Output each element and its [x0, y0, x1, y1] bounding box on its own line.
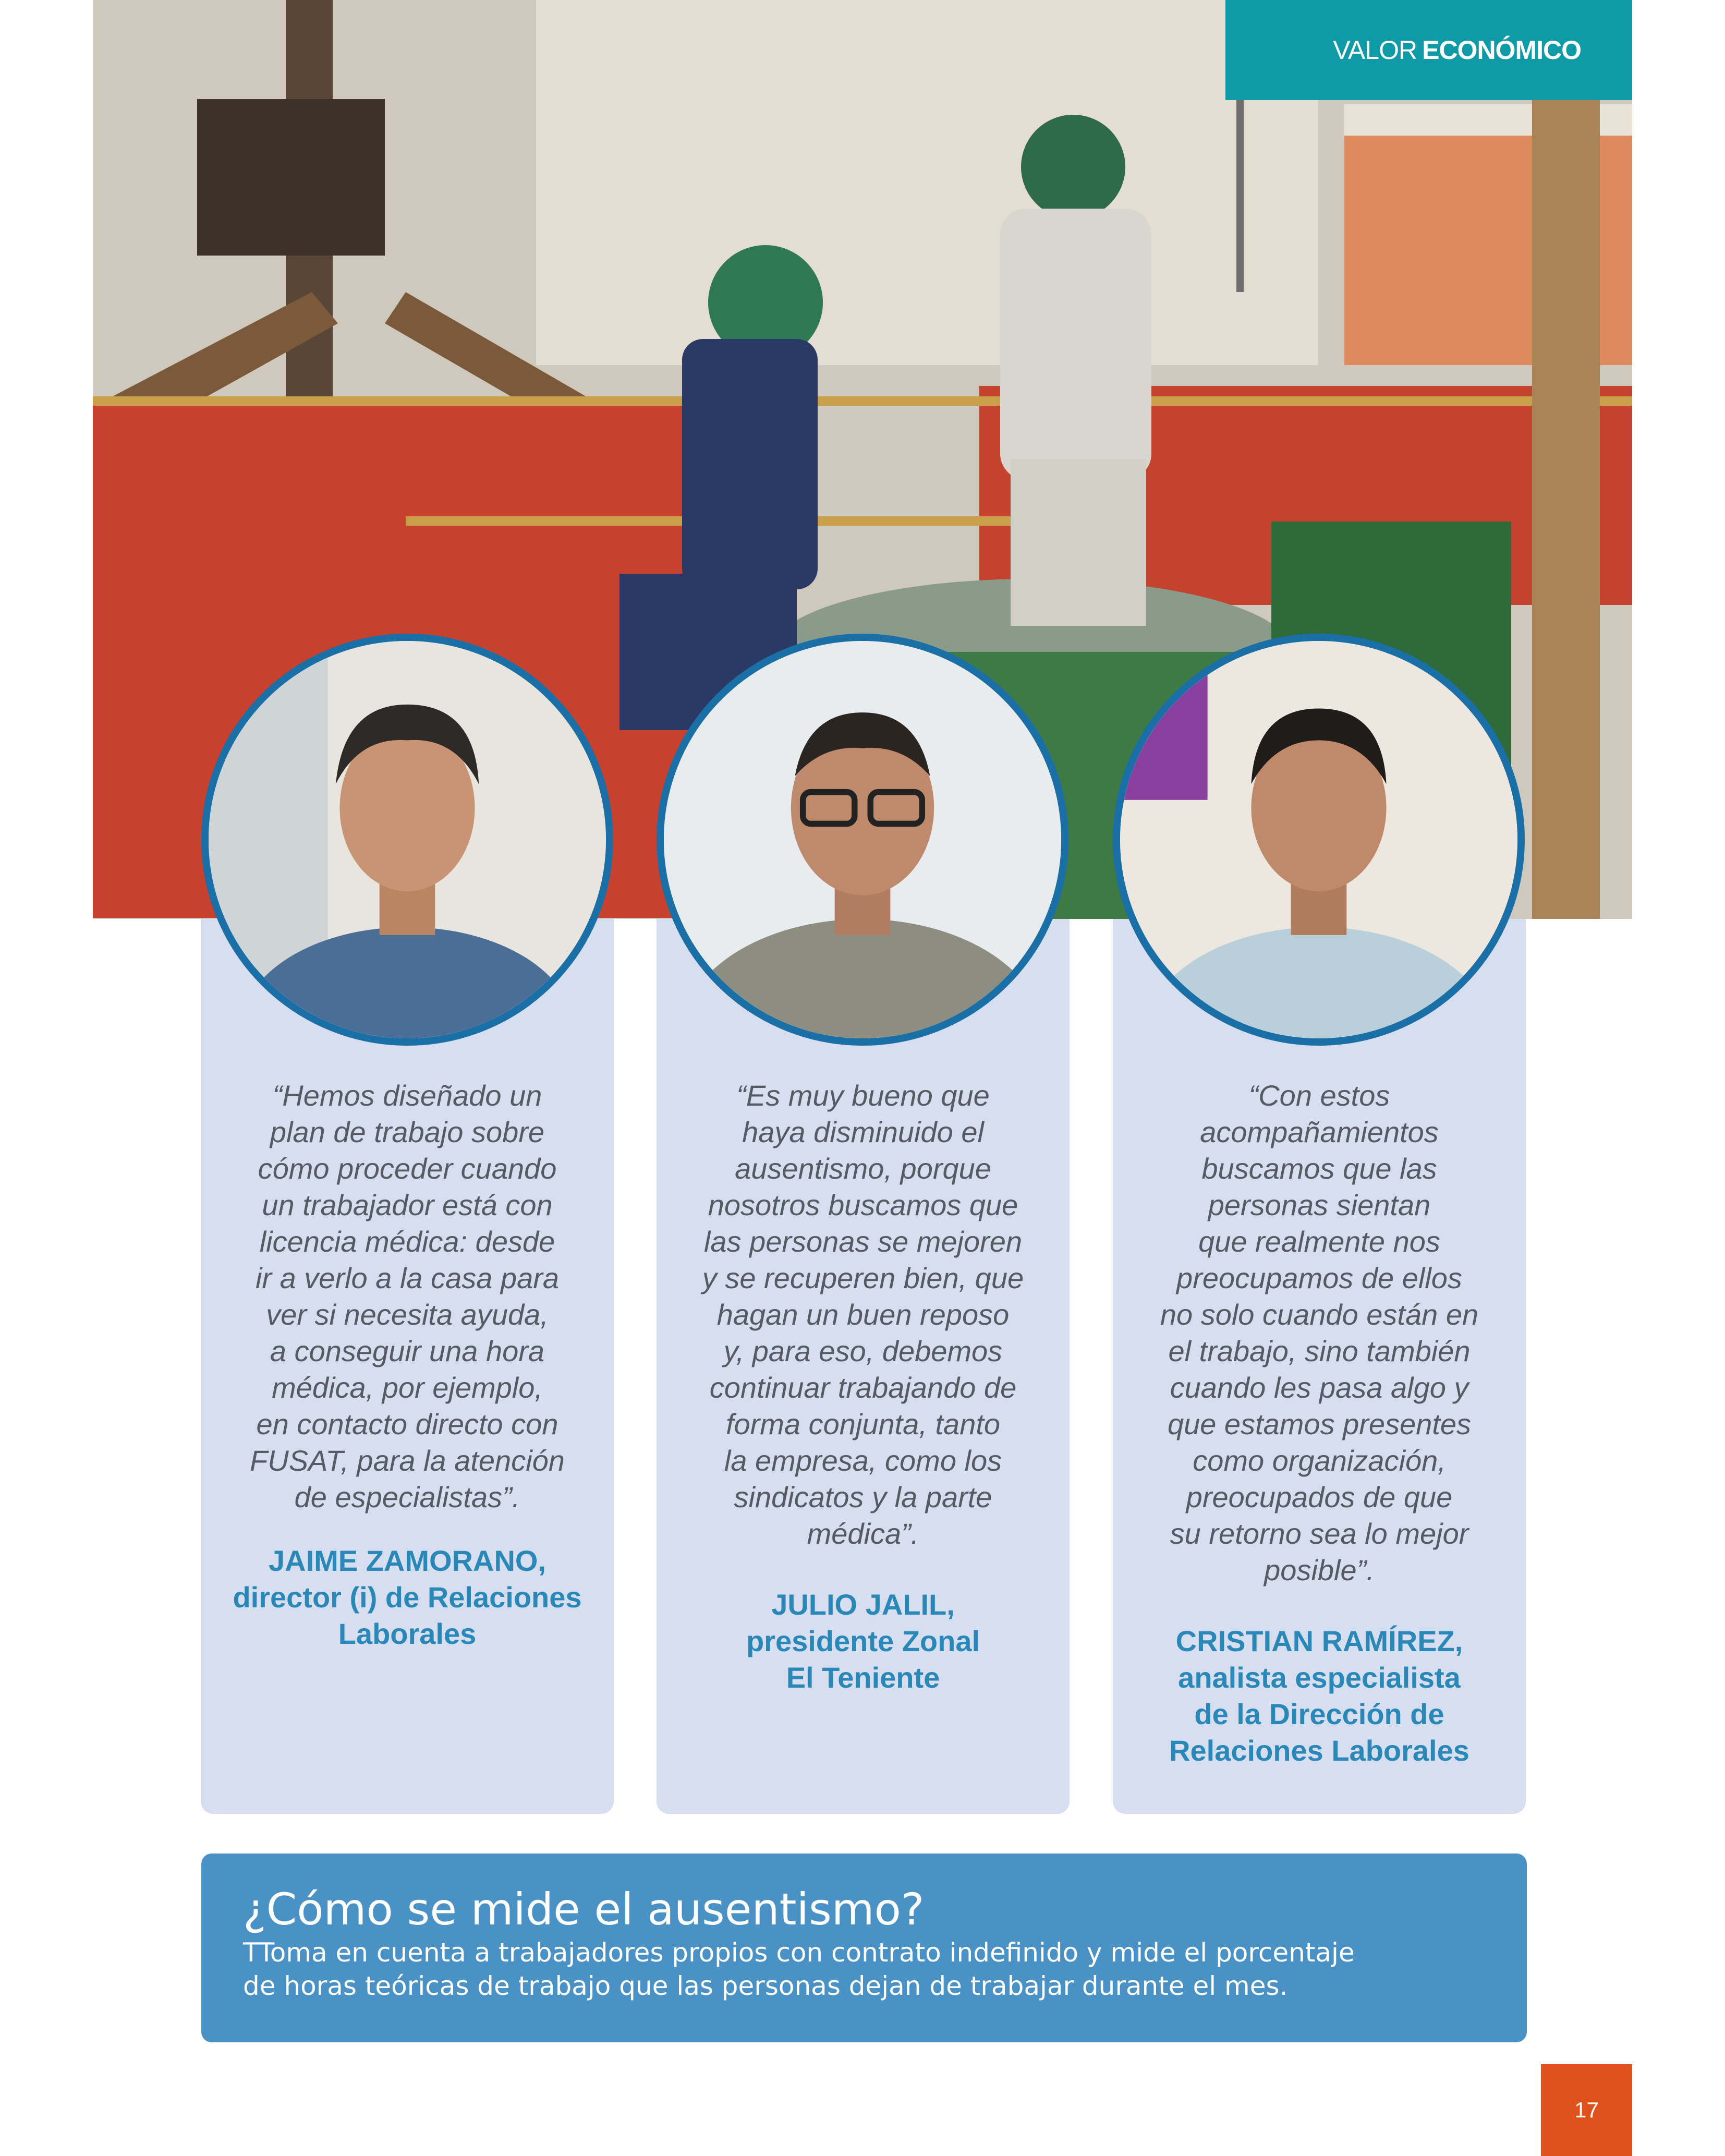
quote-line: preocupados de que: [1186, 1481, 1453, 1513]
testimonial-author: [657, 1586, 1070, 1696]
portrait-jaime-zamorano: [201, 634, 613, 1046]
quote-line: sindicatos y la parte: [734, 1481, 992, 1513]
info-box-title: ¿Cómo se mide el ausentismo?: [243, 1884, 925, 1935]
author-line: JULIO JALIL,: [771, 1588, 955, 1621]
info-box: [201, 1854, 1527, 2042]
quote-line: la empresa, como los: [724, 1444, 1002, 1477]
testimonial-quote: [201, 1077, 614, 1516]
portrait-photo-icon: [209, 641, 606, 1038]
quote-line: hagan un buen reposo: [716, 1298, 1010, 1331]
quote-line: que realmente nos: [1198, 1225, 1440, 1258]
quote-line: cuando les pasa algo y: [1170, 1371, 1469, 1404]
author-line: JAIME ZAMORANO,: [269, 1544, 546, 1577]
quote-line: “Hemos diseñado un: [272, 1079, 542, 1112]
quote-line: y, para eso, debemos: [723, 1335, 1003, 1367]
author-line: director (i) de Relaciones: [233, 1581, 582, 1614]
quote-line: forma conjunta, tanto: [725, 1408, 1001, 1440]
portrait-photo-icon: [664, 641, 1061, 1038]
quote-line: “Es muy bueno que: [736, 1079, 990, 1112]
author-line: CRISTIAN RAMÍREZ,: [1175, 1625, 1463, 1657]
author-line: Laborales: [338, 1617, 477, 1650]
author-line: presidente Zonal: [746, 1625, 980, 1657]
quote-line: médica, por ejemplo,: [272, 1371, 543, 1404]
quote-line: “Con estos: [1248, 1079, 1390, 1112]
quote-line: un trabajador está con: [262, 1189, 553, 1221]
author-line: El Teniente: [786, 1661, 940, 1694]
testimonial-card-3: [1113, 919, 1526, 1814]
quote-line: acompañamientos: [1200, 1116, 1439, 1148]
quote-line: preocupamos de ellos: [1176, 1262, 1462, 1294]
info-box-text-line: TToma en cuenta a trabajadores propios con contrato indefinido y mide el porcentaje: [243, 1937, 1355, 1968]
quote-line: las personas se mejoren: [703, 1225, 1023, 1258]
portrait-julio-jalil: [657, 634, 1068, 1046]
section-tag-bold: ECONÓMICO: [1422, 35, 1581, 65]
page-number: 17: [1541, 2064, 1632, 2156]
testimonial-author: [1113, 1623, 1526, 1769]
quote-line: a conseguir una hora: [270, 1335, 545, 1367]
quote-line: buscamos que las: [1201, 1152, 1437, 1185]
quote-line: en contacto directo con: [256, 1408, 558, 1440]
quote-line: el trabajo, sino también: [1168, 1335, 1471, 1367]
quote-line: licencia médica: desde: [259, 1225, 555, 1258]
quote-line: ir a verlo a la casa para: [255, 1262, 560, 1294]
quote-line: FUSAT, para la atención: [250, 1444, 565, 1477]
quote-line: ausentismo, porque: [735, 1152, 991, 1185]
quote-line: de especialistas”.: [294, 1481, 520, 1513]
quote-line: cómo proceder cuando: [258, 1152, 557, 1185]
quote-line: como organización,: [1193, 1444, 1446, 1477]
testimonial-author: [201, 1543, 614, 1652]
quote-line: no solo cuando están en: [1160, 1298, 1479, 1331]
testimonial-card-1: [201, 919, 614, 1814]
quote-line: que estamos presentes: [1167, 1408, 1472, 1440]
quote-line: continuar trabajando de: [709, 1371, 1017, 1404]
testimonial-quote: [657, 1077, 1070, 1552]
quote-line: médica”.: [807, 1517, 919, 1550]
testimonial-card-2: [657, 919, 1070, 1814]
quote-line: su retorno sea lo mejor: [1170, 1517, 1469, 1550]
quote-line: posible”.: [1264, 1554, 1375, 1586]
section-tag: [1225, 0, 1632, 100]
author-line: de la Dirección de: [1194, 1698, 1444, 1730]
quote-line: haya disminuido el: [742, 1116, 984, 1148]
author-line: Relaciones Laborales: [1169, 1734, 1469, 1767]
quote-line: ver si necesita ayuda,: [266, 1298, 549, 1331]
quote-line: plan de trabajo sobre: [270, 1116, 545, 1148]
info-box-text: [243, 1936, 1485, 2003]
testimonial-quote: [1113, 1077, 1526, 1589]
info-box-text-line: de horas teóricas de trabajo que las personas dejan de trabajar durante el mes.: [243, 1971, 1288, 2001]
author-line: analista especialista: [1178, 1661, 1461, 1694]
quote-line: nosotros buscamos que: [708, 1189, 1018, 1221]
quote-line: y se recuperen bien, que: [702, 1262, 1024, 1294]
quote-line: personas sientan: [1208, 1189, 1431, 1221]
portrait-cristian-ramirez: [1113, 634, 1525, 1046]
portrait-photo-icon: [1120, 641, 1517, 1038]
section-tag-light: VALOR: [1333, 35, 1417, 65]
